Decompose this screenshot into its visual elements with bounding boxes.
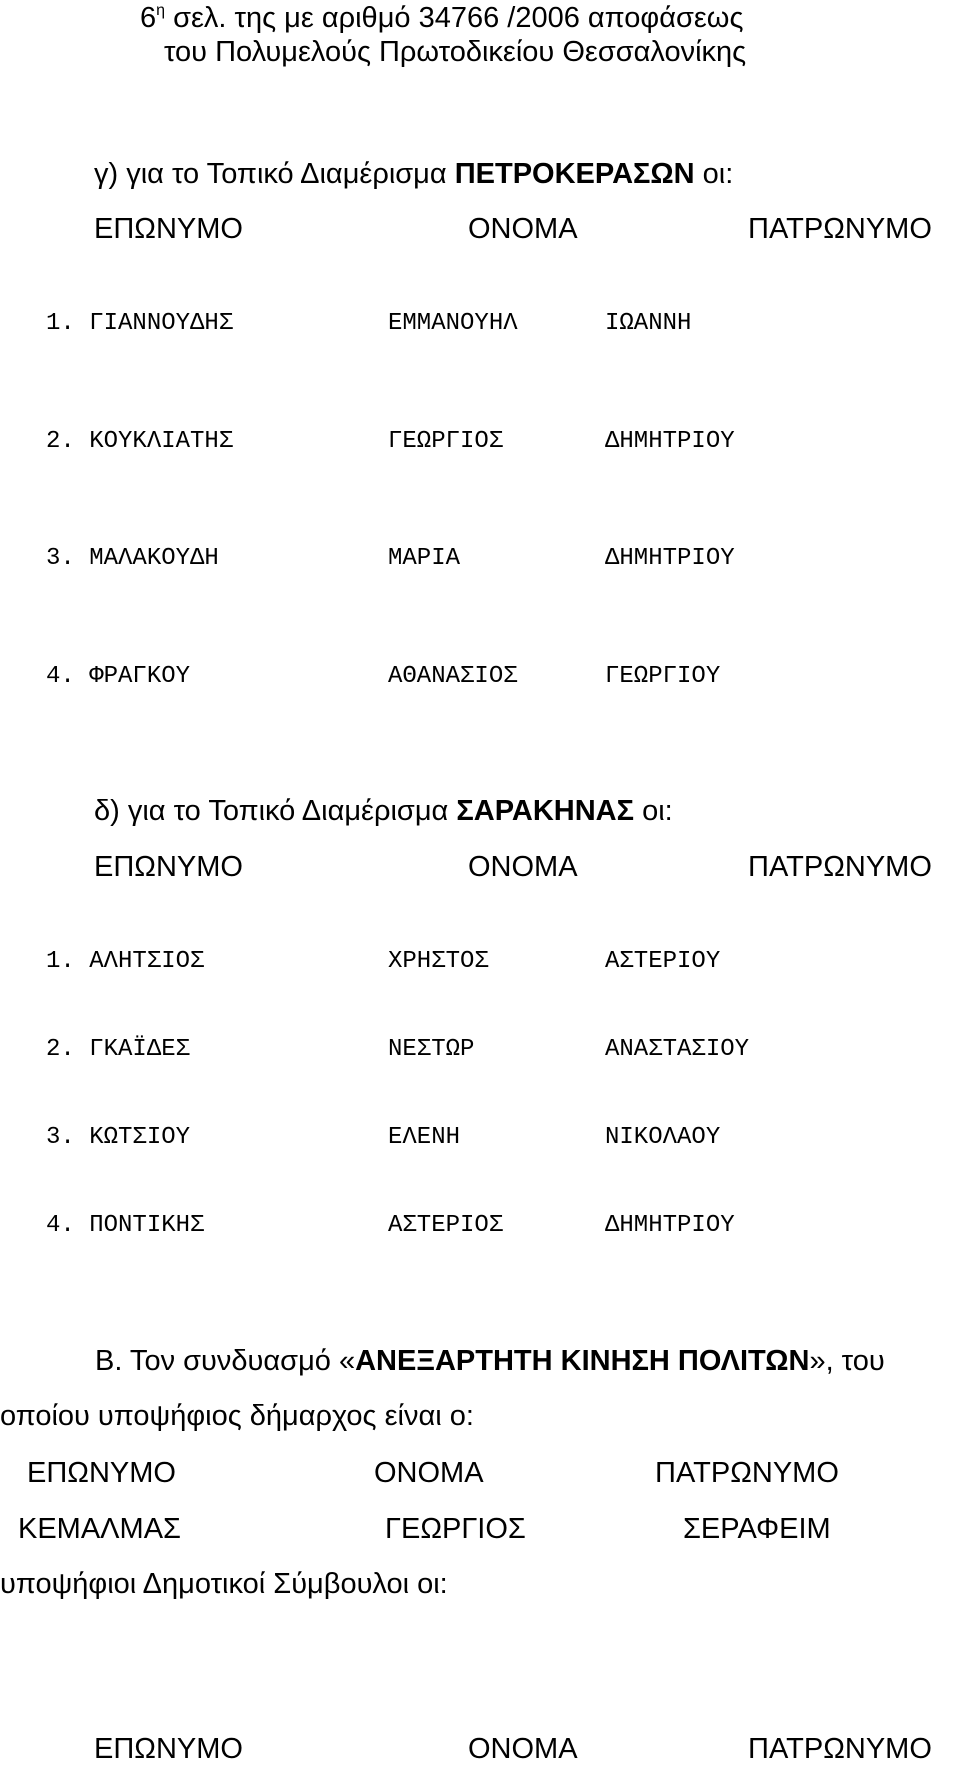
- row-patronymic: ΔΗΜΗΤΡΙΟΥ: [605, 545, 735, 572]
- section-d-prefix: δ) για το Τοπικό Διαμέρισμα: [94, 795, 457, 827]
- row-name: ΕΛΕΝΗ: [388, 1124, 461, 1151]
- mayor-patronymic: ΣΕΡΑΦΕΙΜ: [683, 1513, 831, 1545]
- row-surname: 1. ΓΙΑΝΝΟΥΔΗΣ: [46, 310, 234, 337]
- col-header-patronymic: ΠΑΤΡΩΝΥΜΟ: [655, 1457, 839, 1489]
- col-header-surname: ΕΠΩΝΥΜΟ: [27, 1457, 176, 1489]
- header-line-2: του Πολυμελούς Πρωτοδικείου Θεσσαλονίκης: [164, 36, 747, 68]
- col-header-patronymic: ΠΑΤΡΩΝΥΜΟ: [748, 213, 932, 245]
- col-header-name: ΟΝΟΜΑ: [374, 1457, 484, 1489]
- row-patronymic: ΔΗΜΗΤΡΙΟΥ: [605, 1212, 735, 1239]
- row-patronymic: ΝΙΚΟΛΑΟΥ: [605, 1124, 721, 1151]
- row-name: ΓΕΩΡΓΙΟΣ: [388, 428, 504, 455]
- row-name: ΧΡΗΣΤΟΣ: [388, 948, 489, 975]
- section-b-prefix: Β. Τον συνδυασμό «: [95, 1345, 356, 1377]
- row-surname: 3. ΜΑΛΑΚΟΥΔΗ: [46, 545, 219, 572]
- row-name: ΕΜΜΑΝΟΥΗΛ: [388, 310, 518, 337]
- col-header-name: ΟΝΟΜΑ: [468, 851, 578, 883]
- row-surname: 3. ΚΩΤΣΙΟΥ: [46, 1124, 191, 1151]
- row-surname: 1. ΑΛΗΤΣΙΟΣ: [46, 948, 205, 975]
- section-g-title: [94, 160, 733, 189]
- row-patronymic: ΔΗΜΗΤΡΙΟΥ: [605, 428, 735, 455]
- row-name: ΑΘΑΝΑΣΙΟΣ: [388, 663, 518, 690]
- col-header-patronymic: ΠΑΤΡΩΝΥΜΟ: [748, 851, 932, 883]
- section-g-suffix: οι:: [694, 158, 734, 190]
- section-d-district: ΣΑΡΑΚΗΝΑΣ: [456, 795, 635, 827]
- page-number-superscript: η: [156, 2, 166, 19]
- section-b-suffix: », του: [809, 1345, 885, 1377]
- row-name: ΑΣΤΕΡΙΟΣ: [388, 1212, 504, 1239]
- row-name: ΝΕΣΤΩΡ: [388, 1036, 475, 1063]
- section-b-title: [95, 1347, 885, 1376]
- row-surname: 2. ΚΟΥΚΛΙΑΤΗΣ: [46, 428, 234, 455]
- row-surname: 4. ΦΡΑΓΚΟΥ: [46, 663, 191, 690]
- row-patronymic: ΑΝΑΣΤΑΣΙΟΥ: [605, 1036, 750, 1063]
- section-d-suffix: οι:: [634, 795, 673, 827]
- page-number: 6: [140, 2, 157, 34]
- section-g-prefix: γ) για το Τοπικό Διαμέρισμα: [94, 158, 455, 190]
- mayor-surname: ΚΕΜΑΛΜΑΣ: [18, 1513, 181, 1545]
- col-header-surname: ΕΠΩΝΥΜΟ: [94, 1733, 243, 1765]
- section-b-line-2: οποίου υποψήφιος δήμαρχος είναι ο:: [0, 1400, 474, 1432]
- header-line-1-text: σελ. της με αριθμό 34766 /2006 αποφάσεως: [165, 2, 744, 34]
- col-header-surname: ΕΠΩΝΥΜΟ: [94, 851, 243, 883]
- row-name: ΜΑΡΙΑ: [388, 545, 461, 572]
- row-patronymic: ΙΩΑΝΝΗ: [605, 310, 692, 337]
- row-patronymic: ΑΣΤΕΡΙΟΥ: [605, 948, 721, 975]
- mayor-name: ΓΕΩΡΓΙΟΣ: [385, 1513, 526, 1545]
- councillors-label: υποψήφιοι Δημοτικοί Σύμβουλοι οι:: [0, 1568, 448, 1600]
- row-surname: 4. ΠΟΝΤΙΚΗΣ: [46, 1212, 205, 1239]
- party-name: ΑΝΕΞΑΡΤΗΤΗ ΚΙΝΗΣΗ ΠΟΛΙΤΩΝ: [355, 1345, 810, 1377]
- col-header-surname: ΕΠΩΝΥΜΟ: [94, 213, 243, 245]
- section-g-district: ΠΕΤΡΟΚΕΡΑΣΩΝ: [454, 158, 695, 190]
- row-patronymic: ΓΕΩΡΓΙΟΥ: [605, 663, 721, 690]
- col-header-name: ΟΝΟΜΑ: [468, 1733, 578, 1765]
- col-header-name: ΟΝΟΜΑ: [468, 213, 578, 245]
- col-header-patronymic: ΠΑΤΡΩΝΥΜΟ: [748, 1733, 932, 1765]
- header-line-1: [140, 4, 743, 33]
- section-d-title: [94, 797, 673, 826]
- row-surname: 2. ΓΚΑΪΔΕΣ: [46, 1036, 191, 1063]
